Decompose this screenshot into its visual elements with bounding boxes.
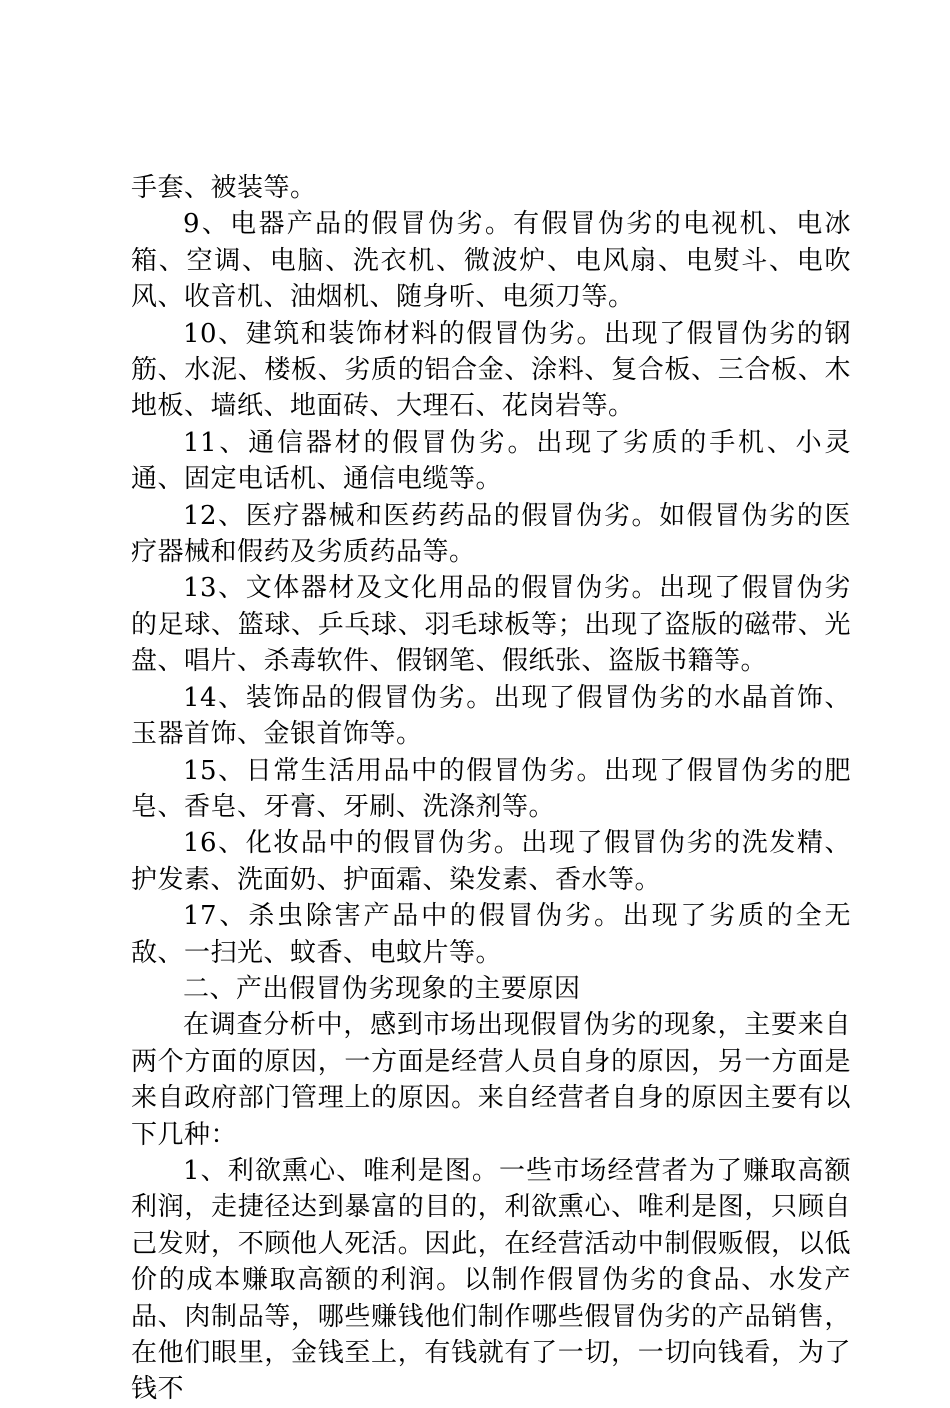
paragraph-6: 13、文体器材及文化用品的假冒伪劣。出现了假冒伪劣的足球、篮球、乒乓球、羽毛球板等；出现了盗版的磁带、光盘、唱片、杀毒软件、假钢笔、假纸张、盗版书籍等。 xyxy=(131,573,851,677)
section-heading: 二、产出假冒伪劣现象的主要原因 xyxy=(183,973,581,1004)
paragraph-10: 17、杀虫除害产品中的假冒伪劣。出现了劣质的全无敌、一扫光、蚊香、电蚊片等。 xyxy=(131,901,851,968)
paragraph-11: 在调查分析中，感到市场出现假冒伪劣的现象，主要来自两个方面的原因，一方面是经营人员自身的原因，另一方面是来自政府部门管理上的原因。来自经营者自身的原因主要有以下几种： xyxy=(131,1010,851,1150)
paragraph-1: 手套、被装等。 xyxy=(131,173,317,203)
paragraph-7: 14、装饰品的假冒伪劣。出现了假冒伪劣的水晶首饰、玉器首饰、金银首饰等。 xyxy=(131,682,851,750)
paragraph-3: 10、建筑和装饰材料的假冒伪劣。出现了假冒伪劣的钢筋、水泥、楼板、劣质的铝合金、涂料、复合板、三合板、木地板、墙纸、地面砖、大理石、花岗岩等。 xyxy=(131,318,851,422)
paragraph-2: 9、电器产品的假冒伪劣。有假冒伪劣的电视机、电冰箱、空调、电脑、洗衣机、微波炉、电风扇、电熨斗、电吹风、收音机、油烟机、随身听、电须刀等。 xyxy=(131,209,851,313)
paragraph-9: 16、化妆品中的假冒伪劣。出现了假冒伪劣的洗发精、护发素、洗面奶、护面霜、染发素、香水等。 xyxy=(131,828,851,895)
paragraph-12: 1、利欲熏心、唯利是图。一些市场经营者为了赚取高额利润，走捷径达到暴富的目的，利欲熏心、唯利是图，只顾自己发财，不顾他人死活。因此，在经营活动中制假贩假，以低价的成本赚取高额的利润。以制作假冒伪劣的食品、水发产品、肉制品等，哪些赚钱他们制作哪些假冒伪劣的产品销售，在他们眼里，金钱至上，有钱就有了一切，一切向钱看，为了钱不 xyxy=(131,1155,851,1405)
paragraph-5: 12、医疗器械和医药药品的假冒伪劣。如假冒伪劣的医疗器械和假药及劣质药品等。 xyxy=(131,500,851,568)
document-body xyxy=(131,170,851,1408)
paragraph-8: 15、日常生活用品中的假冒伪劣。出现了假冒伪劣的肥皂、香皂、牙膏、牙刷、洗涤剂等。 xyxy=(131,755,851,822)
paragraph-4: 11、通信器材的假冒伪劣。出现了劣质的手机、小灵通、固定电话机、通信电缆等。 xyxy=(131,427,851,495)
